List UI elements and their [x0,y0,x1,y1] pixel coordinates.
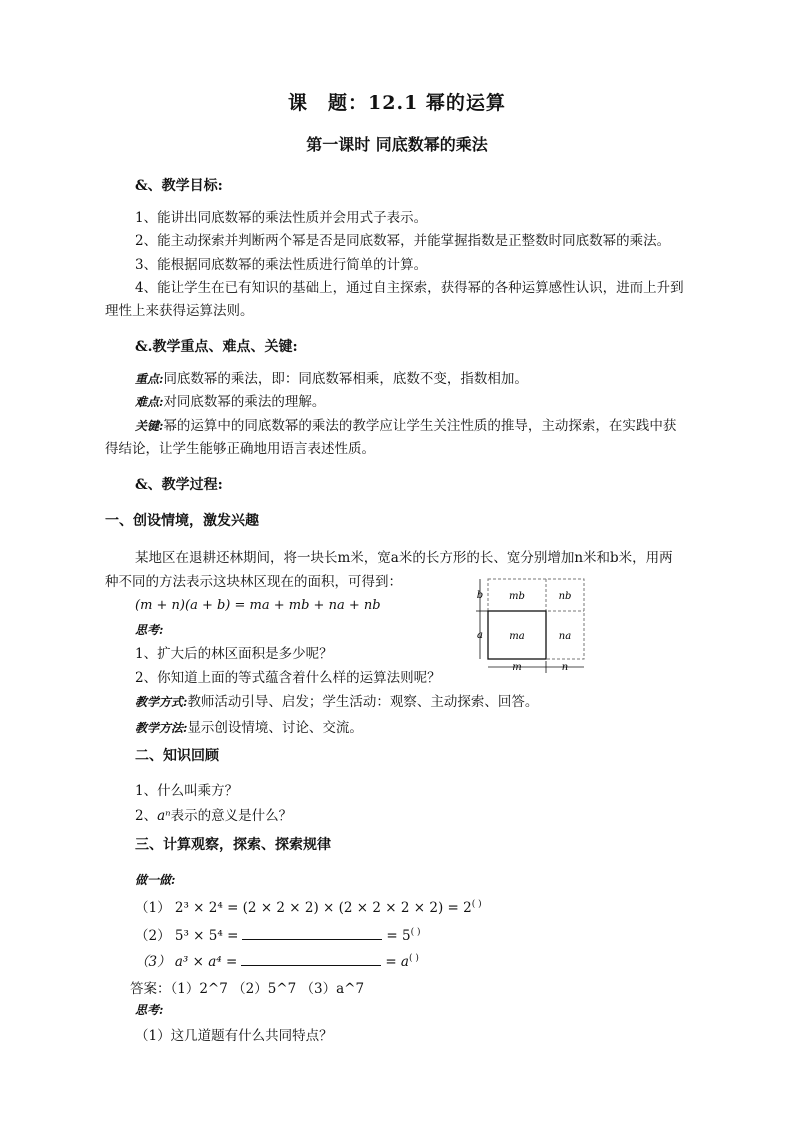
teaching-way-row [135,690,538,710]
part1-heading: 一、创设情境，激发兴趣 [105,513,259,529]
recall-question-num: 2、 [135,808,158,824]
difficulty-text: 对同底数幂的乘法的理解。 [163,394,326,410]
recall-question-text: 表示的意义是什么？ [170,808,293,824]
teaching-method-text: 显示创设情境、讨论、交流。 [187,720,363,736]
label-n-dim: n [561,662,569,673]
page-title: 课 题：12.1 幂的运算 [288,92,506,114]
page-subtitle: 第一课时 同底数幂的乘法 [306,135,488,154]
part3-heading: 三、计算观察，探索、探索规律 [135,837,331,853]
teaching-method-label: 教学方法: [135,721,188,735]
goal-item: 1、能讲出同底数幂的乘法性质并会用式子表示。 [135,210,428,226]
label-ma: ma [509,631,525,642]
exercise-3-exp-blank[interactable]: ( ) [408,953,419,964]
label-m-dim: m [512,662,522,673]
goal-item: 理性上来获得运算法则。 [105,303,254,319]
teaching-way-label: 教学方式: [135,695,188,709]
goal-item: 3、能根据同底数幂的乘法性质进行简单的计算。 [135,257,428,273]
recall-expr: aⁿ [157,808,171,824]
try-label: 做一做: [135,873,176,887]
recall-question: 1、什么叫乘方？ [135,783,239,799]
area-diagram [474,575,594,675]
key-point-label: 重点: [135,372,164,386]
answer-line: 答案：（1）2^7 （2）5^7 （3）a^7 [130,981,365,997]
think-question: 2、你知道上面的等式蕴含着什么样的运算法则呢？ [135,670,441,686]
exercise-2 [135,924,420,944]
part1-line1: 某地区在退耕还林期间，将一块长m米，宽a米的长方形的长、宽分别增加n米和b米，用两 [135,550,673,566]
exercise-3-blank[interactable] [241,953,381,966]
goal-item: 2、能主动探索并判断两个幂是否是同底数幂，并能掌握指数是正整数时同底数幂的乘法。 [135,233,671,249]
exercise-2-text: （2） 5³ × 5⁴ = [135,928,239,944]
think-question-3: （1）这几道题有什么共同特点？ [135,1028,333,1044]
label-na: na [558,631,572,642]
crux-text-2: 得结论，让学生能够正确地用语言表述性质。 [105,441,375,457]
keys-heading: &.教学重点、难点、关键: [135,339,298,355]
goal-item: 4、能让学生在已有知识的基础上，通过自主探索，获得幂的各种运算感性认识，进而上升到 [135,280,684,296]
exercise-2-exp-blank[interactable]: ( ) [410,927,421,938]
exercise-3-result: = a [385,954,409,970]
exercise-1 [135,896,482,916]
think-label-2: 思考: [135,1003,164,1017]
label-mb: mb [509,591,525,602]
crux-label: 关键: [135,419,164,433]
think-question: 1、扩大后的林区面积是多少呢？ [135,646,333,662]
label-b-dim: b [476,590,484,601]
crux-row [135,414,676,434]
think-label: 思考: [135,623,164,637]
exercise-2-result: = 5 [386,928,411,944]
goals-heading: &、教学目标: [135,178,223,194]
exercise-1-blank[interactable]: ( ) [471,899,482,910]
recall-question-2 [135,804,292,824]
process-heading: &、教学过程: [135,477,223,493]
part2-heading: 二、知识回顾 [135,748,219,764]
teaching-method-row [135,716,363,736]
key-point-row [135,367,528,387]
exercise-1-text: （1） 2³ × 2⁴ = (2 × 2 × 2) × (2 × 2 × 2 × 2) = 2 [135,900,472,916]
part1-line2: 种不同的方法表示这块林区现在的面积，可得到： [105,574,402,590]
exercise-2-blank[interactable] [242,927,382,940]
label-a-dim: a [477,630,483,641]
teaching-way-text: 教师活动引导、启发；学生活动：观察、主动探索、回答。 [187,694,539,710]
key-point-text: 同底数幂的乘法，即：同底数幂相乘，底数不变，指数相加。 [163,371,528,387]
exercise-3-text: （3） a³ × a⁴ = [135,954,238,970]
area-equation: (m + n)(a + b) = ma + mb + na + nb [135,598,381,613]
crux-text-1: 幂的运算中的同底数幂的乘法的教学应让学生关注性质的推导，主动探索，在实践中获 [163,418,677,434]
label-nb: nb [558,591,572,602]
difficulty-row [135,390,325,410]
difficulty-label: 难点: [135,395,164,409]
exercise-3 [135,950,419,970]
